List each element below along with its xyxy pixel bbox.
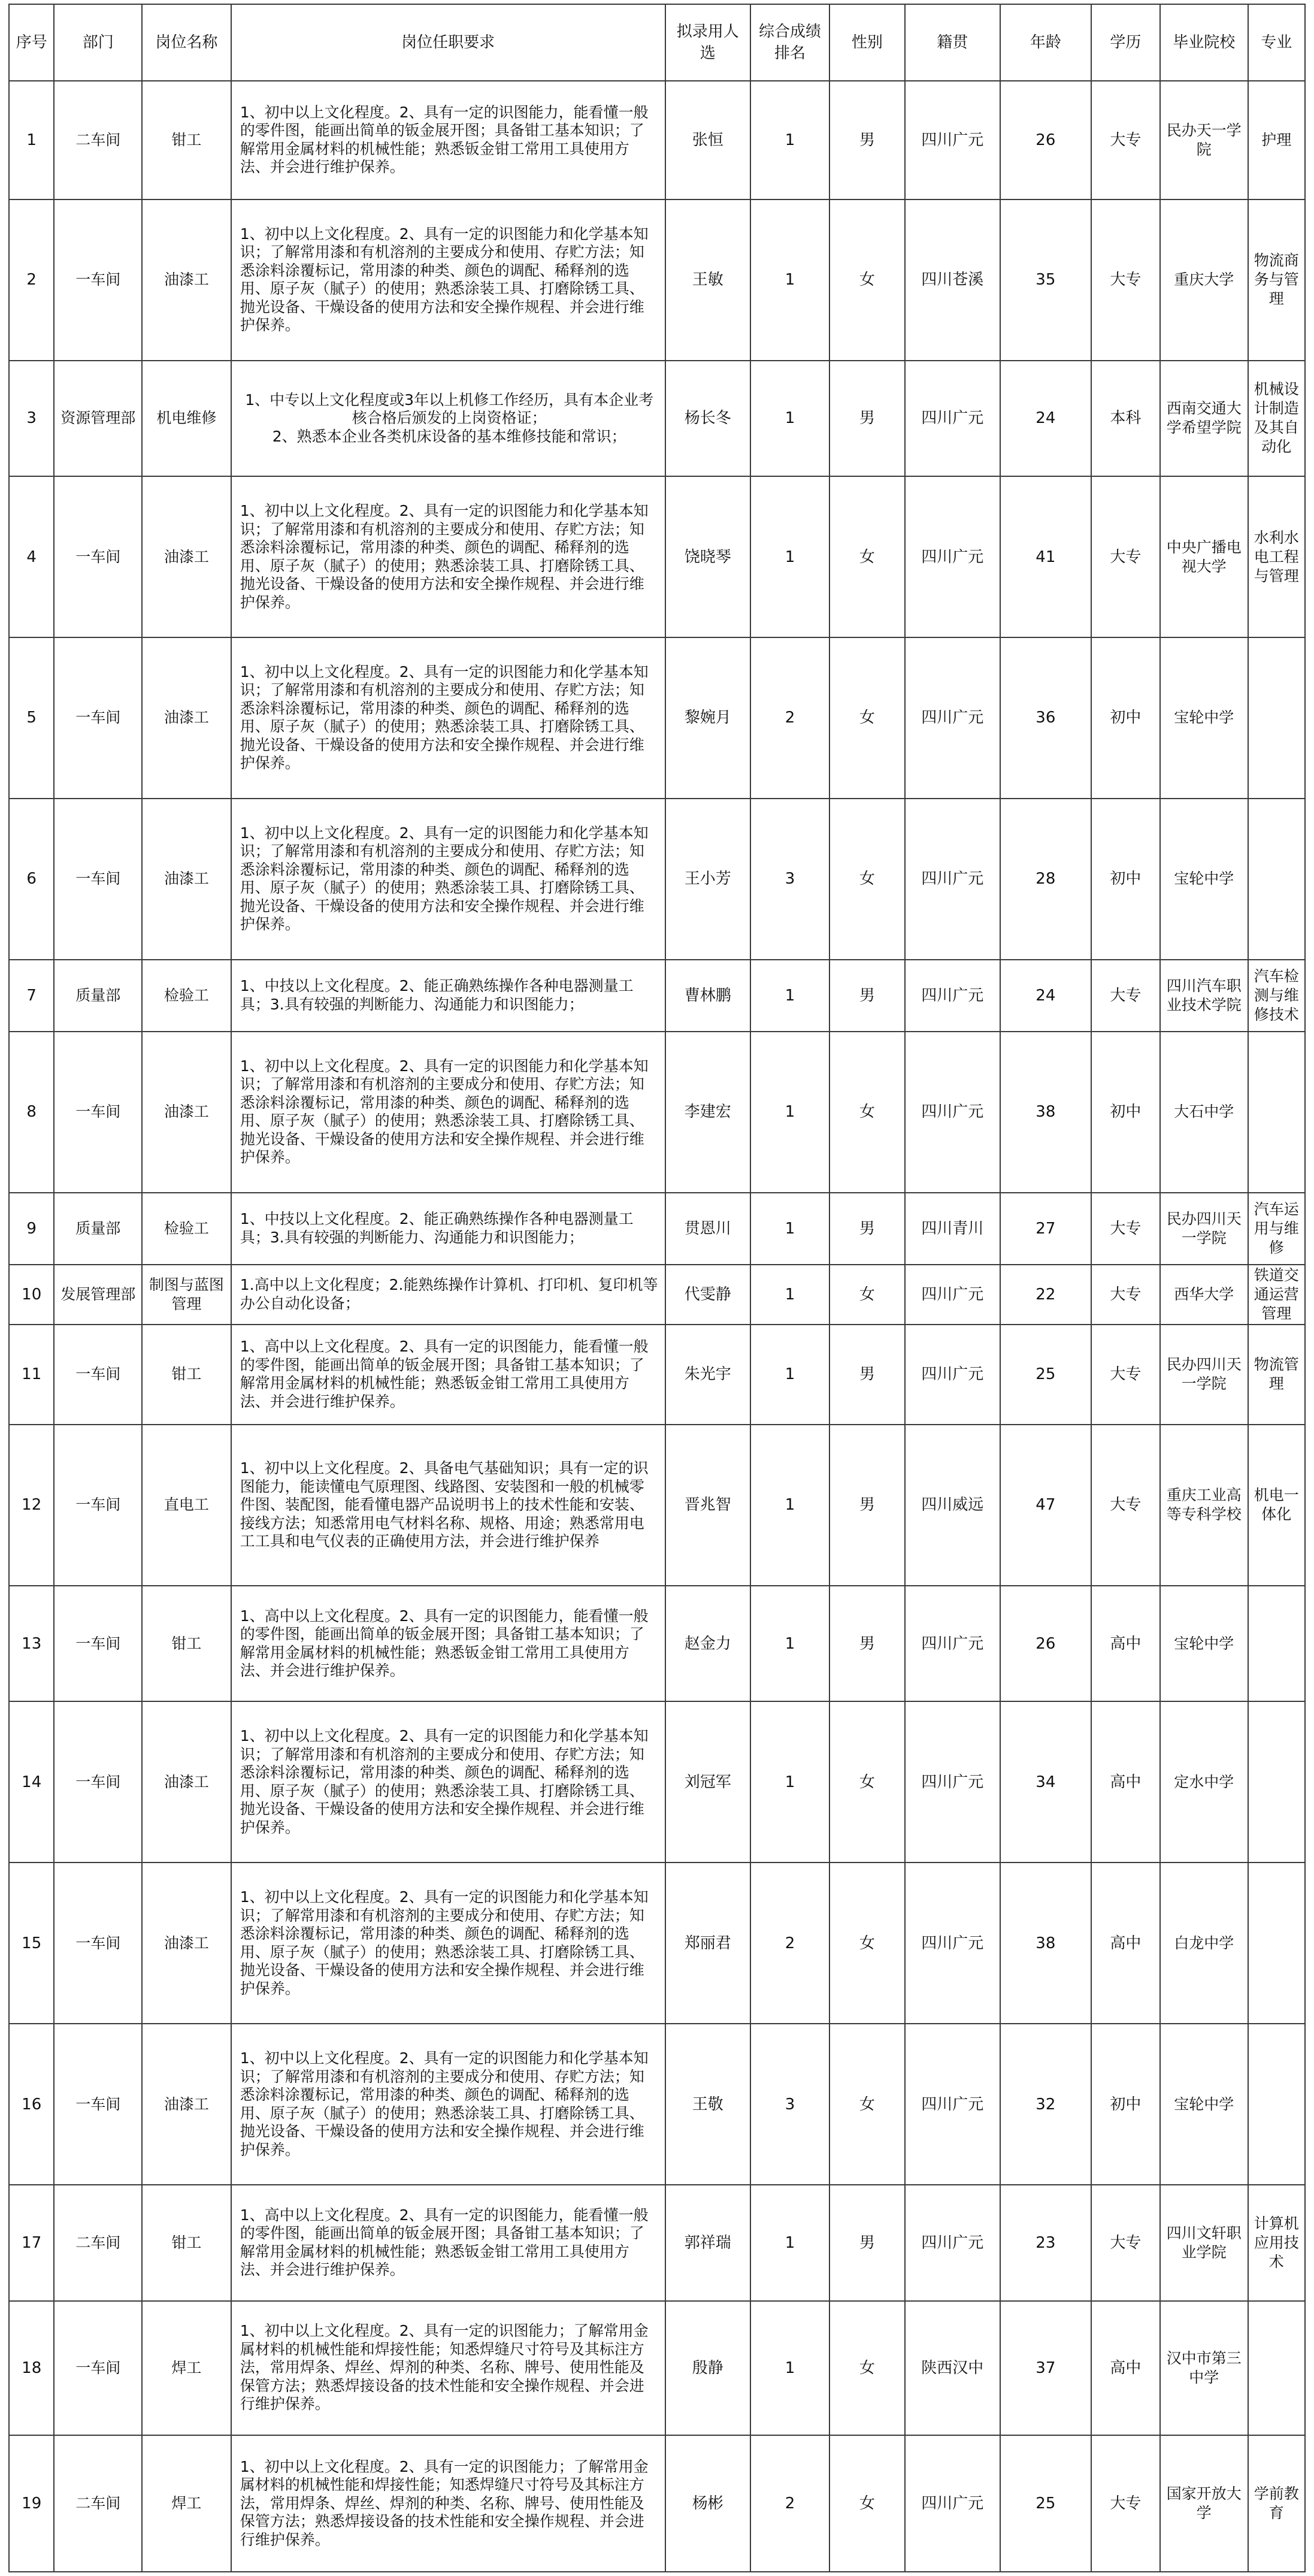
cell-age: 26	[1000, 81, 1091, 199]
cell-major: 物流商务与管理	[1248, 199, 1305, 361]
cell-origin: 四川广元	[905, 1325, 1000, 1425]
cell-school: 汉中市第三中学	[1160, 2301, 1248, 2435]
cell-rank: 1	[750, 1701, 829, 1863]
cell-edu: 初中	[1091, 2024, 1160, 2185]
cell-school: 重庆大学	[1160, 199, 1248, 361]
table-row	[9, 476, 1305, 637]
cell-no: 1	[9, 81, 54, 199]
cell-major	[1248, 2301, 1305, 2435]
cell-post: 钳工	[142, 2185, 231, 2301]
cell-major	[1248, 1863, 1305, 2024]
cell-edu: 初中	[1091, 1032, 1160, 1193]
cell-school: 民办四川天一学院	[1160, 1193, 1248, 1265]
cell-no: 17	[9, 2185, 54, 2301]
table-body	[9, 81, 1305, 2572]
cell-dept: 质量部	[54, 960, 142, 1032]
cell-no: 7	[9, 960, 54, 1032]
cell-post: 检验工	[142, 1193, 231, 1265]
cell-name: 曹林鹏	[665, 960, 750, 1032]
cell-rank: 1	[750, 361, 829, 477]
table-row	[9, 2024, 1305, 2185]
recruitment-table	[8, 4, 1306, 2572]
cell-name: 代雯静	[665, 1265, 750, 1325]
cell-post: 油漆工	[142, 199, 231, 361]
cell-no: 4	[9, 476, 54, 637]
cell-post: 直电工	[142, 1425, 231, 1586]
cell-post: 油漆工	[142, 1701, 231, 1863]
cell-name: 饶晓琴	[665, 476, 750, 637]
cell-sex: 男	[829, 1325, 905, 1425]
cell-sex: 女	[829, 799, 905, 960]
cell-age: 37	[1000, 2301, 1091, 2435]
cell-major	[1248, 799, 1305, 960]
header-cell-rank: 综合成绩排名	[750, 4, 829, 81]
table-row	[9, 81, 1305, 199]
cell-name: 李建宏	[665, 1032, 750, 1193]
cell-no: 9	[9, 1193, 54, 1265]
cell-post: 机电维修	[142, 361, 231, 477]
cell-rank: 3	[750, 799, 829, 960]
header-cell-origin: 籍贯	[905, 4, 1000, 81]
cell-no: 16	[9, 2024, 54, 2185]
cell-name: 黎婉月	[665, 637, 750, 799]
cell-req: 1、高中以上文化程度。2、具有一定的识图能力，能看懂一般的零件图，能画出简单的钣金展开图；具备钳工基本知识；了解常用金属材料的机械性能；熟悉钣金钳工常用工具使用方法、并会进行维护保养。	[231, 2185, 665, 2301]
cell-rank: 1	[750, 1032, 829, 1193]
cell-edu: 大专	[1091, 1265, 1160, 1325]
cell-major: 水利水电工程与管理	[1248, 476, 1305, 637]
table-row	[9, 1701, 1305, 1863]
cell-school: 重庆工业高等专科学校	[1160, 1425, 1248, 1586]
cell-no: 6	[9, 799, 54, 960]
cell-origin: 四川广元	[905, 960, 1000, 1032]
cell-post: 钳工	[142, 1325, 231, 1425]
cell-post: 油漆工	[142, 637, 231, 799]
cell-rank: 1	[750, 1586, 829, 1702]
cell-school: 国家开放大学	[1160, 2435, 1248, 2572]
cell-post: 钳工	[142, 81, 231, 199]
cell-school: 四川汽车职业技术学院	[1160, 960, 1248, 1032]
table-row	[9, 2301, 1305, 2435]
cell-rank: 1	[750, 2301, 829, 2435]
cell-sex: 男	[829, 1193, 905, 1265]
cell-req: 1、初中以上文化程度。2、具备电气基础知识；具有一定的识图能力，能读懂电气原理图、线路图、安装图和一般的机械零件图、装配图，能看懂电器产品说明书上的技术性能和安装、接线方法；知悉常用电气材料名称、规格、用途；熟悉常用电工工具和电气仪表的正确使用方法，并会进行维护保养	[231, 1425, 665, 1586]
cell-post: 油漆工	[142, 1863, 231, 2024]
cell-age: 35	[1000, 199, 1091, 361]
cell-post: 焊工	[142, 2301, 231, 2435]
cell-school: 中央广播电视大学	[1160, 476, 1248, 637]
cell-sex: 女	[829, 1863, 905, 2024]
cell-post: 油漆工	[142, 1032, 231, 1193]
cell-req: 1、初中以上文化程度。2、具有一定的识图能力和化学基本知识；了解常用漆和有机溶剂的主要成分和使用、存贮方法；知悉涂料涂覆标记，常用漆的种类、颜色的调配、稀释剂的选用、原子灰（腻子）的使用；熟悉涂装工具、打磨除锈工具、抛光设备、干燥设备的使用方法和安全操作规程、并会进行维护保养。	[231, 199, 665, 361]
cell-sex: 女	[829, 2024, 905, 2185]
cell-dept: 二车间	[54, 2185, 142, 2301]
cell-age: 25	[1000, 2435, 1091, 2572]
cell-edu: 初中	[1091, 637, 1160, 799]
cell-req: 1、初中以上文化程度。2、具有一定的识图能力；了解常用金属材料的机械性能和焊接性能；知悉焊缝尺寸符号及其标注方法，常用焊条、焊丝、焊剂的种类、名称、牌号、使用性能及保管方法；熟悉焊接设备的技术性能和安全操作规程、并会进行维护保养。	[231, 2301, 665, 2435]
cell-age: 38	[1000, 1032, 1091, 1193]
header-row	[9, 4, 1305, 81]
cell-origin: 四川广元	[905, 361, 1000, 477]
cell-origin: 四川广元	[905, 1586, 1000, 1702]
cell-edu: 大专	[1091, 1325, 1160, 1425]
cell-rank: 2	[750, 2435, 829, 2572]
cell-origin: 四川广元	[905, 81, 1000, 199]
cell-dept: 质量部	[54, 1193, 142, 1265]
cell-origin: 四川广元	[905, 476, 1000, 637]
cell-sex: 女	[829, 476, 905, 637]
cell-origin: 四川威远	[905, 1425, 1000, 1586]
cell-dept: 一车间	[54, 1425, 142, 1586]
table-row	[9, 1032, 1305, 1193]
cell-name: 殷静	[665, 2301, 750, 2435]
table-row	[9, 1586, 1305, 1702]
cell-req: 1、初中以上文化程度。2、具有一定的识图能力和化学基本知识；了解常用漆和有机溶剂的主要成分和使用、存贮方法；知悉涂料涂覆标记，常用漆的种类、颜色的调配、稀释剂的选用、原子灰（腻子）的使用；熟悉涂装工具、打磨除锈工具、抛光设备、干燥设备的使用方法和安全操作规程、并会进行维护保养。	[231, 2024, 665, 2185]
cell-sex: 女	[829, 1032, 905, 1193]
table-row	[9, 637, 1305, 799]
cell-school: 民办天一学院	[1160, 81, 1248, 199]
cell-name: 朱光宇	[665, 1325, 750, 1425]
cell-no: 18	[9, 2301, 54, 2435]
cell-dept: 一车间	[54, 476, 142, 637]
header-cell-no: 序号	[9, 4, 54, 81]
table-row	[9, 2185, 1305, 2301]
cell-origin: 四川广元	[905, 637, 1000, 799]
header-cell-sex: 性别	[829, 4, 905, 81]
cell-origin: 四川苍溪	[905, 199, 1000, 361]
cell-age: 47	[1000, 1425, 1091, 1586]
cell-rank: 2	[750, 637, 829, 799]
cell-major	[1248, 2024, 1305, 2185]
cell-sex: 女	[829, 199, 905, 361]
cell-school: 大石中学	[1160, 1032, 1248, 1193]
cell-edu: 大专	[1091, 199, 1160, 361]
cell-rank: 1	[750, 960, 829, 1032]
cell-age: 36	[1000, 637, 1091, 799]
cell-no: 3	[9, 361, 54, 477]
cell-no: 8	[9, 1032, 54, 1193]
cell-age: 23	[1000, 2185, 1091, 2301]
table-row	[9, 1863, 1305, 2024]
cell-sex: 女	[829, 2435, 905, 2572]
cell-req: 1、中技以上文化程度。2、能正确熟练操作各种电器测量工具；3.具有较强的判断能力、沟通能力和识图能力；	[231, 1193, 665, 1265]
cell-edu: 初中	[1091, 799, 1160, 960]
cell-sex: 男	[829, 361, 905, 477]
table-row	[9, 199, 1305, 361]
cell-no: 15	[9, 1863, 54, 2024]
cell-req: 1、初中以上文化程度。2、具有一定的识图能力；了解常用金属材料的机械性能和焊接性能；知悉焊缝尺寸符号及其标注方法，常用焊条、焊丝、焊剂的种类、名称、牌号、使用性能及保管方法；熟悉焊接设备的技术性能和安全操作规程、并会进行维护保养。	[231, 2435, 665, 2572]
cell-name: 王敏	[665, 199, 750, 361]
cell-req: 1.高中以上文化程度；2.能熟练操作计算机、打印机、复印机等办公自动化设备；	[231, 1265, 665, 1325]
cell-origin: 陕西汉中	[905, 2301, 1000, 2435]
cell-name: 王小芳	[665, 799, 750, 960]
cell-age: 22	[1000, 1265, 1091, 1325]
cell-dept: 一车间	[54, 1032, 142, 1193]
cell-req: 1、中技以上文化程度。2、能正确熟练操作各种电器测量工具；3.具有较强的判断能力、沟通能力和识图能力；	[231, 960, 665, 1032]
header-cell-name: 拟录用人选	[665, 4, 750, 81]
cell-edu: 大专	[1091, 476, 1160, 637]
cell-dept: 一车间	[54, 2024, 142, 2185]
table-row	[9, 799, 1305, 960]
cell-dept: 一车间	[54, 637, 142, 799]
cell-no: 14	[9, 1701, 54, 1863]
cell-dept: 一车间	[54, 199, 142, 361]
header-cell-age: 年龄	[1000, 4, 1091, 81]
cell-dept: 一车间	[54, 799, 142, 960]
cell-no: 13	[9, 1586, 54, 1702]
cell-edu: 本科	[1091, 361, 1160, 477]
table-row	[9, 1325, 1305, 1425]
cell-sex: 男	[829, 81, 905, 199]
cell-major	[1248, 637, 1305, 799]
cell-origin: 四川广元	[905, 1032, 1000, 1193]
cell-dept: 二车间	[54, 81, 142, 199]
cell-post: 钳工	[142, 1586, 231, 1702]
cell-school: 白龙中学	[1160, 1863, 1248, 2024]
cell-post: 油漆工	[142, 2024, 231, 2185]
cell-sex: 男	[829, 960, 905, 1032]
cell-major: 计算机应用技术	[1248, 2185, 1305, 2301]
cell-req: 1、高中以上文化程度。2、具有一定的识图能力，能看懂一般的零件图，能画出简单的钣金展开图；具备钳工基本知识；了解常用金属材料的机械性能；熟悉钣金钳工常用工具使用方法、并会进行维护保养。	[231, 1325, 665, 1425]
cell-school: 西华大学	[1160, 1265, 1248, 1325]
cell-edu: 高中	[1091, 2301, 1160, 2435]
cell-edu: 大专	[1091, 960, 1160, 1032]
cell-major	[1248, 1032, 1305, 1193]
cell-sex: 男	[829, 2185, 905, 2301]
cell-rank: 1	[750, 199, 829, 361]
cell-sex: 女	[829, 1265, 905, 1325]
cell-edu: 大专	[1091, 81, 1160, 199]
cell-sex: 女	[829, 1701, 905, 1863]
cell-name: 刘冠军	[665, 1701, 750, 1863]
cell-major: 机电一体化	[1248, 1425, 1305, 1586]
cell-rank: 1	[750, 81, 829, 199]
table-row	[9, 361, 1305, 477]
cell-school: 四川文轩职业学院	[1160, 2185, 1248, 2301]
cell-req: 1、初中以上文化程度。2、具有一定的识图能力和化学基本知识；了解常用漆和有机溶剂的主要成分和使用、存贮方法；知悉涂料涂覆标记，常用漆的种类、颜色的调配、稀释剂的选用、原子灰（腻子）的使用；熟悉涂装工具、打磨除锈工具、抛光设备、干燥设备的使用方法和安全操作规程、并会进行维护保养。	[231, 1863, 665, 2024]
cell-origin: 四川广元	[905, 1701, 1000, 1863]
cell-major: 铁道交通运营管理	[1248, 1265, 1305, 1325]
cell-origin: 四川广元	[905, 2024, 1000, 2185]
cell-no: 11	[9, 1325, 54, 1425]
table-row	[9, 960, 1305, 1032]
cell-req: 1、初中以上文化程度。2、具有一定的识图能力和化学基本知识；了解常用漆和有机溶剂的主要成分和使用、存贮方法；知悉涂料涂覆标记，常用漆的种类、颜色的调配、稀释剂的选用、原子灰（腻子）的使用；熟悉涂装工具、打磨除锈工具、抛光设备、干燥设备的使用方法和安全操作规程、并会进行维护保养。	[231, 1701, 665, 1863]
cell-age: 41	[1000, 476, 1091, 637]
cell-name: 郑丽君	[665, 1863, 750, 2024]
cell-major: 学前教育	[1248, 2435, 1305, 2572]
cell-post: 焊工	[142, 2435, 231, 2572]
cell-no: 2	[9, 199, 54, 361]
cell-origin: 四川广元	[905, 799, 1000, 960]
cell-age: 38	[1000, 1863, 1091, 2024]
cell-origin: 四川广元	[905, 2435, 1000, 2572]
cell-dept: 资源管理部	[54, 361, 142, 477]
cell-rank: 1	[750, 1425, 829, 1586]
cell-school: 宝轮中学	[1160, 799, 1248, 960]
cell-school: 宝轮中学	[1160, 637, 1248, 799]
cell-age: 26	[1000, 1586, 1091, 1702]
cell-dept: 一车间	[54, 1586, 142, 1702]
table-row	[9, 1265, 1305, 1325]
cell-name: 郭祥瑞	[665, 2185, 750, 2301]
cell-post: 检验工	[142, 960, 231, 1032]
cell-edu: 高中	[1091, 1701, 1160, 1863]
cell-major: 物流管理	[1248, 1325, 1305, 1425]
cell-dept: 一车间	[54, 1863, 142, 2024]
cell-req: 1、中专以上文化程度或3年以上机修工作经历，具有本企业考核合格后颁发的上岗资格证； 2、熟悉本企业各类机床设备的基本维修技能和常识；	[231, 361, 665, 477]
cell-dept: 一车间	[54, 1701, 142, 1863]
cell-post: 制图与蓝图管理	[142, 1265, 231, 1325]
cell-no: 10	[9, 1265, 54, 1325]
cell-req: 1、高中以上文化程度。2、具有一定的识图能力，能看懂一般的零件图，能画出简单的钣金展开图；具备钳工基本知识；了解常用金属材料的机械性能；熟悉钣金钳工常用工具使用方法、并会进行维护保养。	[231, 1586, 665, 1702]
cell-edu: 大专	[1091, 2435, 1160, 2572]
cell-req: 1、初中以上文化程度。2、具有一定的识图能力和化学基本知识；了解常用漆和有机溶剂的主要成分和使用、存贮方法；知悉涂料涂覆标记，常用漆的种类、颜色的调配、稀释剂的选用、原子灰（腻子）的使用；熟悉涂装工具、打磨除锈工具、抛光设备、干燥设备的使用方法和安全操作规程、并会进行维护保养。	[231, 476, 665, 637]
cell-major	[1248, 1586, 1305, 1702]
cell-name: 杨彬	[665, 2435, 750, 2572]
cell-school: 民办四川天一学院	[1160, 1325, 1248, 1425]
cell-rank: 2	[750, 1863, 829, 2024]
cell-rank: 1	[750, 1325, 829, 1425]
cell-school: 定水中学	[1160, 1701, 1248, 1863]
cell-dept: 一车间	[54, 2301, 142, 2435]
cell-dept: 二车间	[54, 2435, 142, 2572]
cell-age: 24	[1000, 960, 1091, 1032]
cell-origin: 四川广元	[905, 2185, 1000, 2301]
cell-dept: 发展管理部	[54, 1265, 142, 1325]
header-cell-edu: 学历	[1091, 4, 1160, 81]
cell-age: 25	[1000, 1325, 1091, 1425]
header-cell-post: 岗位名称	[142, 4, 231, 81]
table-row	[9, 2435, 1305, 2572]
cell-req: 1、初中以上文化程度。2、具有一定的识图能力，能看懂一般的零件图，能画出简单的钣金展开图；具备钳工基本知识；了解常用金属材料的机械性能；熟悉钣金钳工常用工具使用方法、并会进行维护保养。	[231, 81, 665, 199]
cell-origin: 四川青川	[905, 1193, 1000, 1265]
cell-school: 宝轮中学	[1160, 1586, 1248, 1702]
cell-rank: 1	[750, 476, 829, 637]
cell-sex: 男	[829, 1586, 905, 1702]
cell-edu: 大专	[1091, 2185, 1160, 2301]
cell-age: 34	[1000, 1701, 1091, 1863]
cell-school: 西南交通大学希望学院	[1160, 361, 1248, 477]
cell-req: 1、初中以上文化程度。2、具有一定的识图能力和化学基本知识；了解常用漆和有机溶剂的主要成分和使用、存贮方法；知悉涂料涂覆标记，常用漆的种类、颜色的调配、稀释剂的选用、原子灰（腻子）的使用；熟悉涂装工具、打磨除锈工具、抛光设备、干燥设备的使用方法和安全操作规程、并会进行维护保养。	[231, 1032, 665, 1193]
cell-no: 12	[9, 1425, 54, 1586]
cell-rank: 1	[750, 2185, 829, 2301]
cell-post: 油漆工	[142, 799, 231, 960]
cell-edu: 大专	[1091, 1193, 1160, 1265]
cell-no: 5	[9, 637, 54, 799]
cell-req: 1、初中以上文化程度。2、具有一定的识图能力和化学基本知识；了解常用漆和有机溶剂的主要成分和使用、存贮方法；知悉涂料涂覆标记，常用漆的种类、颜色的调配、稀释剂的选用、原子灰（腻子）的使用；熟悉涂装工具、打磨除锈工具、抛光设备、干燥设备的使用方法和安全操作规程、并会进行维护保养。	[231, 799, 665, 960]
cell-age: 27	[1000, 1193, 1091, 1265]
cell-edu: 高中	[1091, 1863, 1160, 2024]
cell-dept: 一车间	[54, 1325, 142, 1425]
table-row	[9, 1425, 1305, 1586]
cell-school: 宝轮中学	[1160, 2024, 1248, 2185]
cell-name: 晋兆智	[665, 1425, 750, 1586]
cell-post: 油漆工	[142, 476, 231, 637]
cell-edu: 大专	[1091, 1425, 1160, 1586]
cell-major: 汽车运用与维修	[1248, 1193, 1305, 1265]
cell-rank: 3	[750, 2024, 829, 2185]
header-cell-dept: 部门	[54, 4, 142, 81]
cell-age: 32	[1000, 2024, 1091, 2185]
cell-no: 19	[9, 2435, 54, 2572]
header-cell-major: 专业	[1248, 4, 1305, 81]
cell-major: 机械设计制造及其自动化	[1248, 361, 1305, 477]
cell-origin: 四川广元	[905, 1265, 1000, 1325]
cell-rank: 1	[750, 1265, 829, 1325]
cell-major	[1248, 1701, 1305, 1863]
header-cell-school: 毕业院校	[1160, 4, 1248, 81]
cell-major: 汽车检测与维修技术	[1248, 960, 1305, 1032]
cell-edu: 高中	[1091, 1586, 1160, 1702]
cell-name: 王敬	[665, 2024, 750, 2185]
cell-name: 赵金力	[665, 1586, 750, 1702]
table-row	[9, 1193, 1305, 1265]
cell-name: 张恒	[665, 81, 750, 199]
cell-sex: 男	[829, 1425, 905, 1586]
cell-age: 28	[1000, 799, 1091, 960]
cell-name: 贯恩川	[665, 1193, 750, 1265]
header-cell-req: 岗位任职要求	[231, 4, 665, 81]
cell-age: 24	[1000, 361, 1091, 477]
cell-rank: 1	[750, 1193, 829, 1265]
cell-sex: 女	[829, 637, 905, 799]
cell-name: 杨长冬	[665, 361, 750, 477]
cell-major: 护理	[1248, 81, 1305, 199]
cell-origin: 四川广元	[905, 1863, 1000, 2024]
cell-sex: 女	[829, 2301, 905, 2435]
cell-req: 1、初中以上文化程度。2、具有一定的识图能力和化学基本知识；了解常用漆和有机溶剂的主要成分和使用、存贮方法；知悉涂料涂覆标记，常用漆的种类、颜色的调配、稀释剂的选用、原子灰（腻子）的使用；熟悉涂装工具、打磨除锈工具、抛光设备、干燥设备的使用方法和安全操作规程、并会进行维护保养。	[231, 637, 665, 799]
